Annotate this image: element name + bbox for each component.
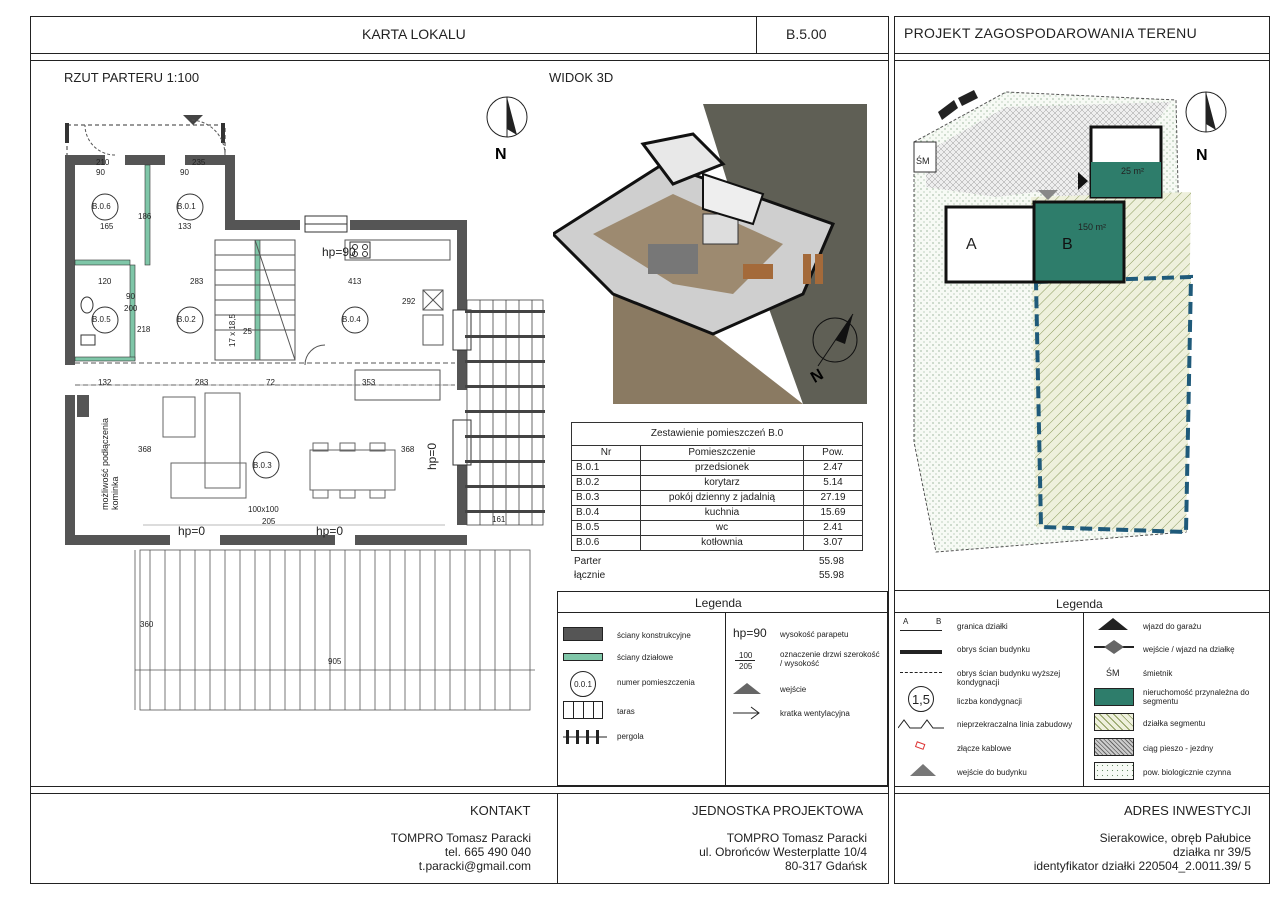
legend-bldg-entry-icon (910, 763, 936, 777)
room-label-b06: B.0.6 (92, 202, 111, 211)
legend-bio-swatch (1094, 762, 1134, 780)
address-line2: działka nr 39/5 (1172, 845, 1251, 859)
legend-walls-struct: ściany konstrukcyjne (617, 631, 691, 640)
table-row (572, 506, 863, 521)
row-name: pokój dzienny z jadalnią (641, 491, 804, 506)
room-label-b03: B.0.3 (253, 461, 272, 470)
contact-email[interactable]: t.paracki@gmail.com (418, 859, 531, 873)
row-name: korytarz (641, 476, 804, 491)
total-value: 55.98 (819, 570, 845, 581)
hp0-label-b: hp=0 (316, 524, 344, 538)
rooms-table (571, 422, 863, 551)
legend-left-title: Legenda (695, 596, 742, 610)
dim-353: 353 (362, 378, 376, 387)
dim-90-200-bot: 200 (124, 304, 138, 313)
legend-trash-symbol: ŚM (1106, 668, 1120, 678)
wall-part-swatch (563, 653, 603, 661)
row-area: 3.07 (804, 536, 863, 551)
legend-build-line-symbol (898, 717, 944, 729)
dim-133: 133 (178, 222, 192, 231)
dim-292: 292 (402, 297, 416, 306)
legend-segment: działka segmentu (1143, 719, 1206, 728)
address-line1: Sierakowice, obręb Pałubice (1099, 831, 1251, 845)
legend-property: nieruchomość przynależna do segmentu (1143, 688, 1250, 706)
dim-368b: 368 (401, 445, 415, 454)
dim-210: 210 (96, 158, 110, 167)
row-name: przedsionek (641, 461, 804, 476)
legend-vent: kratka wentylacyjna (780, 709, 850, 718)
dim-90a: 90 (96, 168, 105, 177)
legend-door-top: 100 (739, 651, 753, 660)
legend-bio: pow. biologicznie czynna (1143, 768, 1232, 777)
row-area: 5.14 (804, 476, 863, 491)
legend-right-title: Legenda (1056, 597, 1103, 611)
legend-room-num: numer pomieszczenia (617, 678, 695, 687)
design-name: TOMPRO Tomasz Paracki (726, 831, 867, 845)
design-city: 80-317 Gdańsk (784, 859, 867, 873)
legend-plot-entry-icon (1094, 640, 1134, 654)
north-arrow-icon (487, 97, 527, 163)
dim-186: 186 (138, 212, 152, 221)
row-area: 2.41 (804, 521, 863, 536)
table-row (572, 491, 863, 506)
legend-ab-a: A (903, 617, 909, 626)
legend-floors: liczba kondygnacji (957, 697, 1022, 706)
legend-garage-entry-icon (1098, 617, 1128, 631)
hp0-label-a: hp=0 (178, 524, 206, 538)
legend-terrace: taras (617, 707, 635, 716)
legend-plot-entry: wejście / wjazd na działkę (1143, 645, 1235, 654)
legend-path: ciąg pieszo - jezdny (1143, 744, 1214, 753)
floor-plan-title: RZUT PARTERU 1:100 (64, 70, 200, 85)
row-area: 15.69 (804, 506, 863, 521)
row-nr: B.0.2 (572, 476, 641, 491)
dim-72: 72 (266, 378, 275, 387)
svg-text:N: N (1196, 147, 1208, 164)
table-row (572, 536, 863, 551)
building-a-label: A (966, 236, 977, 253)
dim-283b: 283 (195, 378, 209, 387)
col-header-room: Pomieszczenie (641, 446, 804, 461)
dim-905: 905 (328, 657, 342, 666)
table-row (572, 521, 863, 536)
room-label-b02: B.0.2 (177, 315, 196, 324)
row-name: kotłownia (641, 536, 804, 551)
dim-120: 120 (98, 277, 112, 286)
table-row (572, 476, 863, 491)
contact-title: KONTAKT (470, 803, 531, 818)
site-plan-title: PROJEKT ZAGOSPODAROWANIA TERENU (904, 25, 1197, 41)
legend-hp-text: wysokość parapetu (780, 630, 849, 639)
legend-plot-border: granica działki (957, 622, 1008, 631)
room-num-symbol: 0.0.1 (570, 671, 596, 697)
svg-text:N: N (808, 366, 827, 387)
pergola-symbol (563, 727, 607, 747)
row-nr: B.0.5 (572, 521, 641, 536)
entry-symbol-icon (733, 683, 761, 695)
legend-garage-entry: wjazd do garażu (1143, 622, 1202, 631)
room-label-b04: B.0.4 (342, 315, 361, 324)
row-area: 2.47 (804, 461, 863, 476)
dim-25: 25 (243, 327, 252, 336)
row-name: wc (641, 521, 804, 536)
table-row (572, 461, 863, 476)
parter-value: 55.98 (819, 556, 845, 567)
view3d-image (553, 104, 867, 404)
floor-plan-drawing (55, 95, 555, 715)
view3d-title: WIDOK 3D (549, 70, 614, 85)
rooms-table-title: Zestawienie pomieszczeń B.0 (572, 423, 863, 446)
legend-building-outline: obrys ścian budynku (957, 645, 1030, 654)
total-label: łącznie (574, 570, 606, 581)
dim-90-200-top: 90 (126, 292, 135, 301)
legend-door-bot: 205 (739, 662, 753, 671)
room-label-b01: B.0.1 (177, 202, 196, 211)
legend-ab-b: B (936, 617, 942, 626)
building-b-label: B (1062, 236, 1073, 253)
svg-text:N: N (495, 146, 507, 163)
design-title: JEDNOSTKA PROJEKTOWA (692, 803, 864, 818)
fireplace-note: możliwość podłączenia kominka (100, 417, 120, 510)
card-title: KARTA LOKALU (362, 26, 466, 42)
legend-property-swatch (1094, 688, 1134, 706)
hp90-label: hp=90 (322, 245, 356, 259)
legend-bldg-entry: wejście do budynku (957, 768, 1027, 777)
unit-code: B.5.00 (786, 26, 827, 42)
legend-pergola: pergola (617, 732, 644, 741)
site-plan-drawing (896, 62, 1268, 582)
legend-hp-symbol: hp=90 (733, 626, 767, 640)
legend-trash: śmietnik (1143, 669, 1173, 678)
dim-218: 218 (137, 325, 151, 334)
trash-label: ŚM (916, 156, 930, 166)
row-nr: B.0.1 (572, 461, 641, 476)
row-nr: B.0.6 (572, 536, 641, 551)
dim-413: 413 (348, 277, 362, 286)
wall-struct-swatch (563, 627, 603, 641)
address-title: ADRES INWESTYCJI (1124, 803, 1252, 818)
dim-door-205: 205 (262, 517, 276, 526)
dim-283a: 283 (190, 277, 204, 286)
col-header-area: Pow. (804, 446, 863, 461)
legend-build-line: nieprzekraczalna linia zabudowy (957, 720, 1073, 729)
dim-door-100: 100x100 (248, 505, 279, 514)
legend-cable: złącze kablowe (957, 744, 1012, 753)
dim-stairs: 17 x 18,5 (228, 314, 237, 347)
dim-165: 165 (100, 222, 114, 231)
dim-360: 360 (140, 620, 154, 629)
dim-368a: 368 (138, 445, 152, 454)
dim-90b: 90 (180, 168, 189, 177)
legend-left-frame (557, 591, 888, 786)
room-label-b05: B.0.5 (92, 315, 111, 324)
vent-symbol-icon (733, 706, 761, 720)
area-b-label: 150 m² (1078, 222, 1107, 232)
legend-segment-swatch (1094, 713, 1134, 731)
legend-floors-symbol: 1,5 (908, 686, 934, 712)
row-nr: B.0.3 (572, 491, 641, 506)
col-header-nr: Nr (572, 446, 641, 461)
terrace-symbol (563, 701, 603, 719)
contact-tel: tel. 665 490 040 (444, 845, 531, 859)
dim-235: 235 (192, 158, 206, 167)
legend-upper-outline: obrys ścian budynku wyższej kondygnacji (957, 669, 1061, 687)
legend-door-text: oznaczenie drzwi szerokość / wysokość (780, 650, 880, 668)
north-arrow-site-icon (1186, 92, 1226, 164)
legend-walls-part: ściany działowe (617, 653, 674, 662)
legend-cable-icon (915, 741, 927, 751)
dim-161: 161 (492, 515, 506, 524)
design-street: ul. Obrońców Westerplatte 10/4 (699, 845, 867, 859)
dim-132: 132 (98, 378, 112, 387)
row-area: 27.19 (804, 491, 863, 506)
parter-label: Parter (574, 556, 602, 567)
row-name: kuchnia (641, 506, 804, 521)
area-garage-label: 25 m² (1121, 166, 1145, 176)
legend-entry: wejście (780, 685, 807, 694)
legend-path-swatch (1094, 738, 1134, 756)
address-line3: identyfikator działki 220504_2.0011.39/ 5 (1033, 859, 1251, 873)
hp0-label-c: hp=0 (425, 442, 439, 470)
row-nr: B.0.4 (572, 506, 641, 521)
contact-name: TOMPRO Tomasz Paracki (390, 831, 531, 845)
